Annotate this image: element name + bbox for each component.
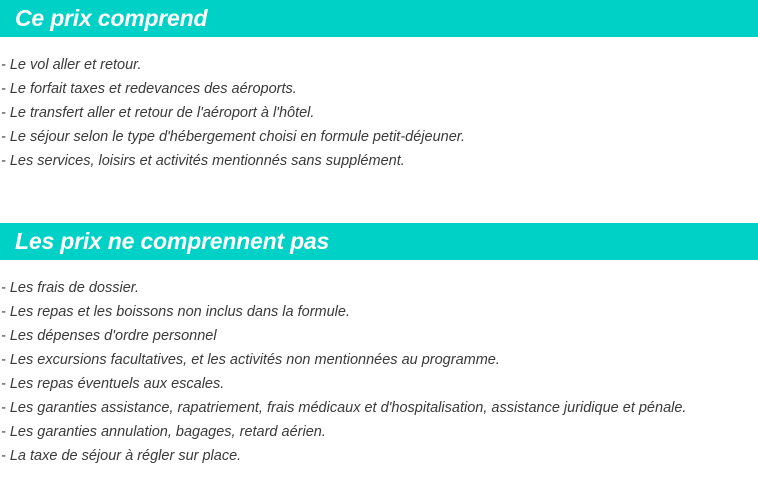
included-item: - Le forfait taxes et redevances des aéroports. (1, 81, 297, 97)
excluded-title: Les prix ne comprennent pas (15, 228, 330, 254)
excluded-item: - Les garanties assistance, rapatriement, frais médicaux et d'hospitalisation, assistance juridique et pénale. (1, 400, 687, 416)
included-section (0, 0, 758, 173)
included-item: - Le séjour selon le type d'hébergement choisi en formule petit-déjeuner. (1, 129, 466, 145)
excluded-item: - Les repas et les boissons non inclus dans la formule. (1, 304, 350, 320)
included-header (0, 0, 758, 37)
excluded-section (0, 223, 758, 468)
excluded-list (0, 276, 758, 468)
included-item: - Les services, loisirs et activités mentionnés sans supplément. (1, 153, 405, 169)
excluded-item: - Les repas éventuels aux escales. (1, 376, 225, 392)
included-list (0, 53, 758, 173)
excluded-item: - Les frais de dossier. (1, 280, 140, 296)
excluded-item: - Les dépenses d'ordre personnel (1, 328, 217, 344)
excluded-item: - Les garanties annulation, bagages, retard aérien. (1, 424, 326, 440)
included-title: Ce prix comprend (15, 5, 208, 31)
excluded-item: - Les excursions facultatives, et les activités non mentionnées au programme. (1, 352, 500, 368)
excluded-header (0, 223, 758, 260)
included-item: - Le vol aller et retour. (1, 57, 142, 73)
excluded-item: - La taxe de séjour à régler sur place. (1, 448, 242, 464)
included-item: - Le transfert aller et retour de l'aéroport à l'hôtel. (1, 105, 315, 121)
